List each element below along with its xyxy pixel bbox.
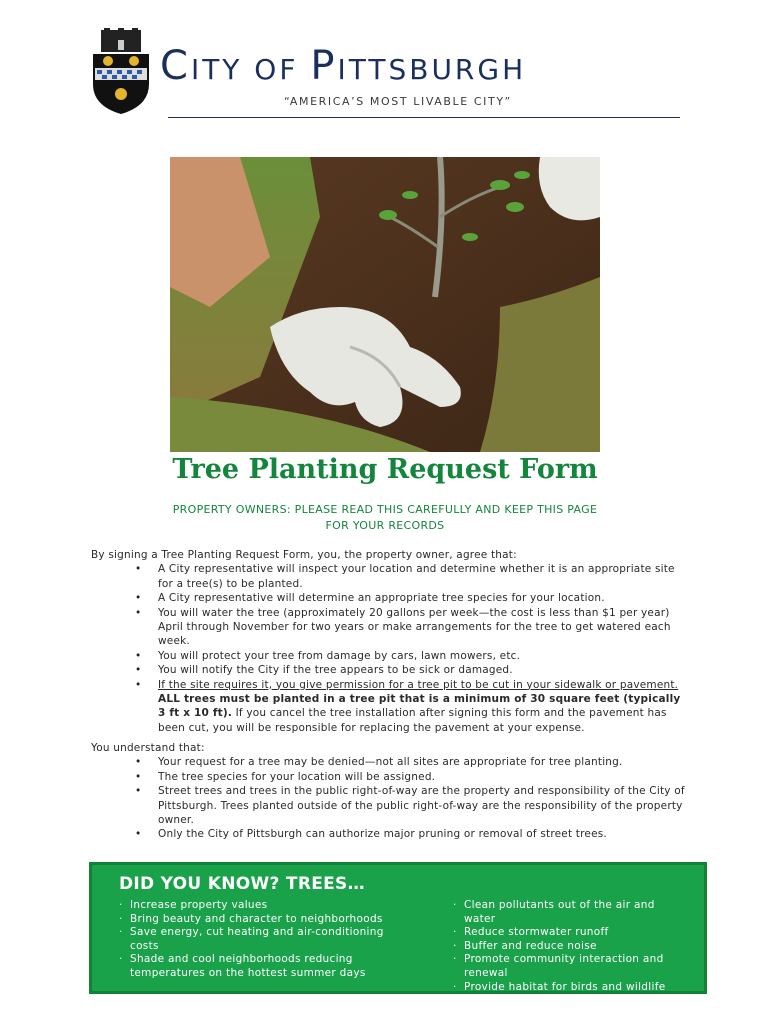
list-item: • The tree species for your location will be assigned.: [158, 770, 691, 784]
page-header: [88, 28, 688, 123]
city-tagline: “AMERICA’S MOST LIVABLE CITY”: [284, 95, 512, 108]
tree-planting-photo: [170, 157, 600, 452]
list-item: • You will water the tree (approximately 20 gallons per week—the cost is less than $1 per year) April through November for two years or make arrangements for the tree to get watered each week.: [158, 606, 691, 649]
list-item: · Save energy, cut heating and air-conditioning costs: [119, 926, 389, 953]
list-item: · Clean pollutants out of the air and water: [453, 899, 683, 926]
did-you-know-box: [89, 862, 707, 994]
agreement-list: [91, 562, 691, 735]
understanding-intro: You understand that:: [91, 742, 205, 754]
benefits-list-right: [453, 899, 683, 994]
city-title: CITY OF PITTSBURGH: [160, 43, 527, 89]
list-item: · Shade and cool neighborhoods reducing temperatures on the hottest summer days: [119, 953, 389, 980]
list-item: · Buffer and reduce noise: [453, 940, 683, 954]
list-item: • You will notify the City if the tree appears to be sick or damaged.: [158, 663, 691, 677]
did-you-know-title: DID YOU KNOW? TREES…: [119, 874, 365, 894]
agreement-intro: By signing a Tree Planting Request Form, you, the property owner, agree that:: [91, 549, 517, 561]
records-notice: PROPERTY OWNERS: PLEASE READ THIS CAREFULLY AND KEEP THIS PAGE FOR YOUR RECORDS: [172, 503, 598, 532]
list-item: · Promote community interaction and renewal: [453, 953, 683, 980]
understanding-list: [91, 755, 691, 841]
benefits-list-left: [119, 899, 389, 981]
list-item: · Bring beauty and character to neighborhoods: [119, 913, 389, 927]
list-item: • Only the City of Pittsburgh can authorize major pruning or removal of street trees.: [158, 827, 691, 841]
list-item: · Increase property values: [119, 899, 389, 913]
list-item: • A City representative will determine an appropriate tree species for your location.: [158, 591, 691, 605]
list-item: • Street trees and trees in the public right-of-way are the property and responsibility of the City of Pittsburgh. Trees planted outside of the public right-of-way are the responsibility of the property owner.: [158, 784, 691, 827]
list-item: • You will protect your tree from damage by cars, lawn mowers, etc.: [158, 649, 691, 663]
agreement-section: [91, 548, 691, 735]
list-item: • A City representative will inspect your location and determine whether it is an appropriate site for a tree(s) to be planted.: [158, 562, 691, 591]
header-divider: [168, 117, 680, 118]
city-seal-icon: [88, 28, 154, 116]
form-title: Tree Planting Request Form: [172, 454, 598, 485]
list-item: • If the site requires it, you give permission for a tree pit to be cut in your sidewalk or pavement. ALL trees must be planted in a tree pit that is a minimum of 30 square feet (typically 3 ft x 10 ft). If you cancel the tree installation after signing this form and the pavement has been cut, you will be responsible for replacing the pavement at your expense.: [158, 678, 691, 736]
list-item: · Provide habitat for birds and wildlife: [453, 981, 683, 995]
list-item: • Your request for a tree may be denied—not all sites are appropriate for tree planting.: [158, 755, 691, 769]
list-item: · Reduce stormwater runoff: [453, 926, 683, 940]
understanding-section: [91, 741, 691, 842]
